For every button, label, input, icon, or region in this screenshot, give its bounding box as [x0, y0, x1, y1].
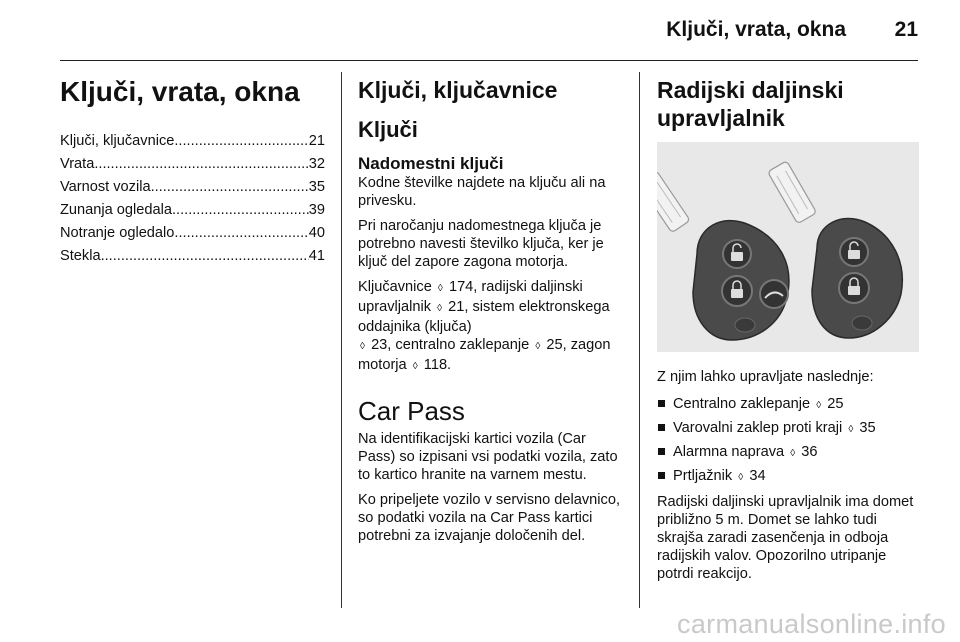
toc-label: Ključi, ključavnice	[60, 133, 175, 149]
column-divider	[341, 72, 342, 608]
toc-leader	[151, 176, 309, 199]
list-item: Varovalni zaklep proti kraji ◊ 35	[657, 417, 919, 441]
cross-reference-link[interactable]: 25	[827, 396, 844, 412]
toc-leader	[172, 199, 309, 222]
paragraph: Ko pripeljete vozilo v servisno delavnico, so podatki vozila na Car Pass kartici potrebni za izvajanje določenih del.	[358, 492, 621, 544]
intro-text: Z njim lahko upravljate naslednje:	[657, 369, 874, 385]
section-title: Ključi, ključavnice	[358, 77, 558, 103]
toc-row[interactable]	[60, 245, 325, 268]
toc-row[interactable]	[60, 199, 325, 222]
cross-reference-link[interactable]: 23, centralno zaklepanje	[371, 337, 530, 353]
toc-page: 41	[308, 248, 325, 264]
ref-arrow-icon: ◊	[848, 424, 854, 435]
ref-arrow-icon: ◊	[437, 303, 443, 314]
ref-arrow-icon: ◊	[412, 361, 418, 372]
car-pass-title: Car Pass	[358, 396, 465, 426]
ref-arrow-icon: ◊	[360, 341, 365, 352]
toc-page: 40	[308, 225, 325, 241]
column-divider	[639, 72, 640, 608]
ref-arrow-icon: ◊	[437, 283, 443, 294]
watermark: carmanualsonline.info	[677, 609, 946, 639]
list-item: Alarmna naprava ◊ 36	[657, 441, 919, 465]
ref-arrow-icon: ◊	[738, 472, 744, 483]
toc-page: 35	[308, 179, 325, 195]
key-illustration	[657, 142, 919, 352]
toc-row[interactable]	[60, 153, 325, 176]
ref-arrow-icon: ◊	[816, 400, 822, 411]
toc-label: Varnost vozila	[60, 179, 151, 195]
subsection-title: Ključi	[358, 117, 418, 142]
cross-reference-link[interactable]: 25, zagon motorja	[358, 337, 611, 373]
toc-leader	[174, 222, 308, 245]
key-three-button	[657, 171, 789, 340]
paragraph: Radijski daljinski upravljalnik ima domet približno 5 m. Domet se lahko tudi skrajša zaradi zasenčenja in odboja radijskih valov. Opozorilno utripanje potrdi reakcijo.	[657, 494, 914, 582]
ref-arrow-icon: ◊	[535, 341, 541, 352]
toc-row[interactable]	[60, 176, 325, 199]
toc-page: 21	[308, 133, 325, 149]
toc-leader	[94, 153, 308, 176]
ref-arrow-icon: ◊	[790, 448, 796, 459]
cross-reference-paragraph: Ključavnice ◊ 174, radijski daljinski upravljalnik ◊ 21, sistem elektronskega oddajnika (ključa) ◊ 23, centralno zaklepanje ◊ 25, zagon motorja ◊ 118.	[358, 278, 623, 376]
toc-row[interactable]	[60, 130, 325, 153]
toc-leader	[101, 245, 309, 268]
page-number: 21	[894, 18, 918, 41]
toc-leader	[174, 130, 308, 153]
cross-reference-link[interactable]: 21, sistem elektronskega oddajnika (ključa)	[358, 299, 610, 335]
subsubsection-title: Nadomestni ključi	[358, 154, 504, 173]
paragraph: Na identifikacijski kartici vozila (Car Pass) so izpisani vsi podatki vozila, zato to kartico hranite na varnem mestu.	[358, 431, 618, 483]
toc-page: 32	[308, 156, 325, 172]
toc-label: Stekla	[60, 248, 101, 264]
cross-reference-link[interactable]: 174, radijski daljinski upravljalnik	[358, 279, 583, 315]
list-item: Prtljažnik ◊ 34	[657, 465, 919, 489]
cross-reference-link[interactable]: 34	[749, 468, 766, 484]
toc-column	[60, 62, 325, 268]
paragraph: Pri naročanju nadomestnega ključa je potrebno navesti številko ključa, ker je ključ del zapore zagona motorja.	[358, 218, 604, 270]
paragraph: Kodne številke najdete na ključu ali na privesku.	[358, 175, 606, 209]
car-keys-image	[657, 142, 919, 352]
remote-column	[657, 62, 919, 590]
header-title: Ključi, vrata, okna	[666, 18, 846, 41]
toc-row[interactable]	[60, 222, 325, 245]
cross-reference-link[interactable]: 118.	[423, 357, 452, 373]
toc-label: Notranje ogledalo	[60, 225, 175, 241]
cross-reference-link[interactable]: 36	[801, 444, 818, 460]
cross-reference-link[interactable]: 35	[859, 420, 876, 436]
toc-label: Vrata	[60, 156, 95, 172]
table-of-contents	[60, 130, 325, 268]
toc-page: 39	[308, 202, 325, 218]
list-item: Centralno zaklepanje ◊ 25	[657, 393, 919, 417]
toc-label: Zunanja ogledala	[60, 202, 172, 218]
feature-list	[657, 393, 919, 489]
keys-column	[358, 62, 623, 552]
page-header	[60, 0, 918, 61]
key-two-button	[768, 161, 903, 338]
chapter-title: Ključi, vrata, okna	[60, 76, 300, 107]
section-title: Radijski daljinski upravljalnik	[657, 77, 844, 131]
